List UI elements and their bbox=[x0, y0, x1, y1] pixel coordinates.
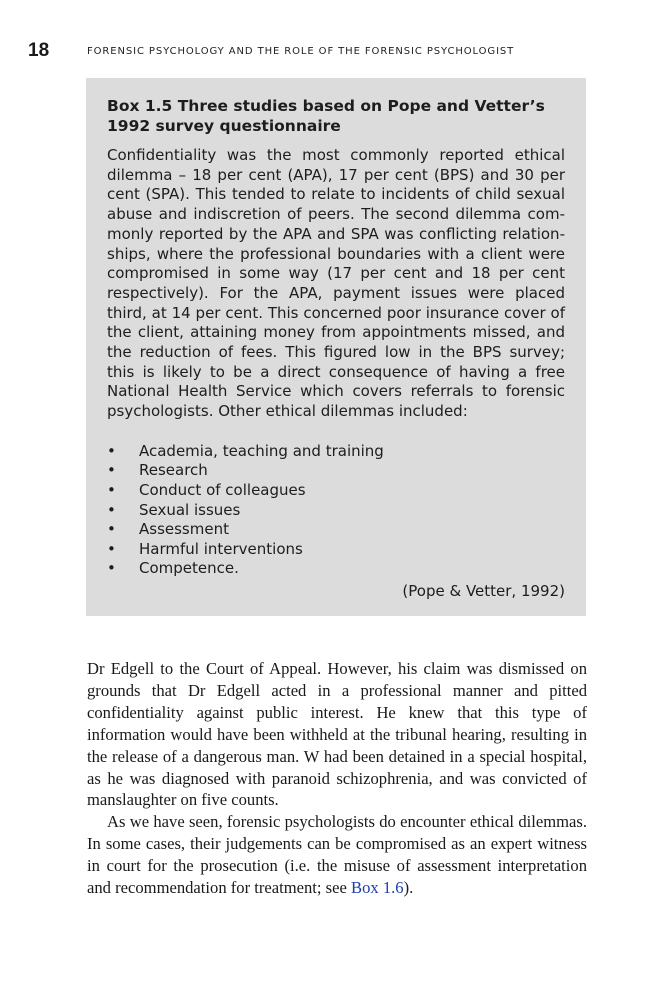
box-title-line2: 1992 survey questionnaire bbox=[107, 117, 341, 135]
body-text bbox=[87, 658, 587, 899]
list-item bbox=[107, 481, 565, 501]
bullet-icon: • bbox=[107, 481, 116, 500]
list-item-label: Conduct of colleagues bbox=[139, 481, 306, 500]
box-paragraph: Confidentiality was the most commonly reported ethical dilemma – 18 per cent (APA), 17 per cent (BPS) and 30 per cent (SPA). This tended to relate to incidents of child sexual abuse and indiscretion of peers. The second dilemma commonly reported by the APA and SPA was conflicting relationships, where the professional boundaries with a client were compromised in some way (17 per cent and 18 per cent respectively). For the APA, payment issues were placed third, at 14 per cent. This concerned poor insurance cover of the client, attaining money from appointments missed, and the reduction of fees. This figured low in the BPS survey; this is likely to be a direct consequence of having a free National Health Service which covers referrals to forensic psychologists. Other ethical dilemmas included: bbox=[107, 146, 565, 421]
list-item-label: Research bbox=[139, 461, 208, 480]
list-item bbox=[107, 501, 565, 521]
bullet-icon: • bbox=[107, 539, 116, 558]
page-number: 18 bbox=[28, 40, 50, 61]
list-item-label: Assessment bbox=[139, 520, 229, 539]
list-item bbox=[107, 540, 565, 560]
bullet-icon: • bbox=[107, 461, 116, 480]
bullet-icon: • bbox=[107, 500, 116, 519]
dilemma-list bbox=[107, 442, 565, 579]
box-source-citation: (Pope & Vetter, 1992) bbox=[402, 582, 565, 600]
list-item-label: Academia, teaching and training bbox=[139, 441, 384, 460]
box-title-line1: Box 1.5 Three studies based on Pope and Vetter’s bbox=[107, 97, 545, 115]
body-paragraph-2-text: As we have seen, forensic psychologists do encounter ethical dilemmas. In some cases, their judgements can be compromised as an expert witness in court for the prosecution (i.e. the misuse of assessment interpretation and recommendation for treatment; see bbox=[87, 812, 587, 898]
body-paragraph-1: Dr Edgell to the Court of Appeal. However, his claim was dismissed on grounds that Dr Edgell acted in a professional manner and pitted confidentiality against public interest. He knew that this type of information would have been withheld at the tribunal hearing, resulting in the release of a dangerous man. W had been detained in a special hospital, as he was diagnosed with paranoid schizophrenia, and was convicted of manslaughter on five counts. bbox=[87, 659, 587, 810]
body-paragraph-2 bbox=[87, 811, 587, 899]
bullet-icon: • bbox=[107, 559, 116, 578]
list-item-label: Harmful interventions bbox=[139, 539, 303, 558]
box-title bbox=[107, 96, 565, 136]
list-item bbox=[107, 442, 565, 462]
bullet-icon: • bbox=[107, 441, 116, 460]
running-head: FORENSIC PSYCHOLOGY AND THE ROLE OF THE FORENSIC PSYCHOLOGIST bbox=[87, 46, 515, 57]
bullet-icon: • bbox=[107, 520, 116, 539]
box-1-5 bbox=[86, 78, 586, 616]
list-item-label: Sexual issues bbox=[139, 500, 241, 519]
list-item bbox=[107, 461, 565, 481]
body-paragraph-2-end: ). bbox=[403, 878, 414, 898]
list-item bbox=[107, 520, 565, 540]
list-item-label: Competence. bbox=[139, 559, 239, 578]
box-1-6-link[interactable]: Box 1.6 bbox=[351, 878, 404, 898]
list-item bbox=[107, 559, 565, 579]
